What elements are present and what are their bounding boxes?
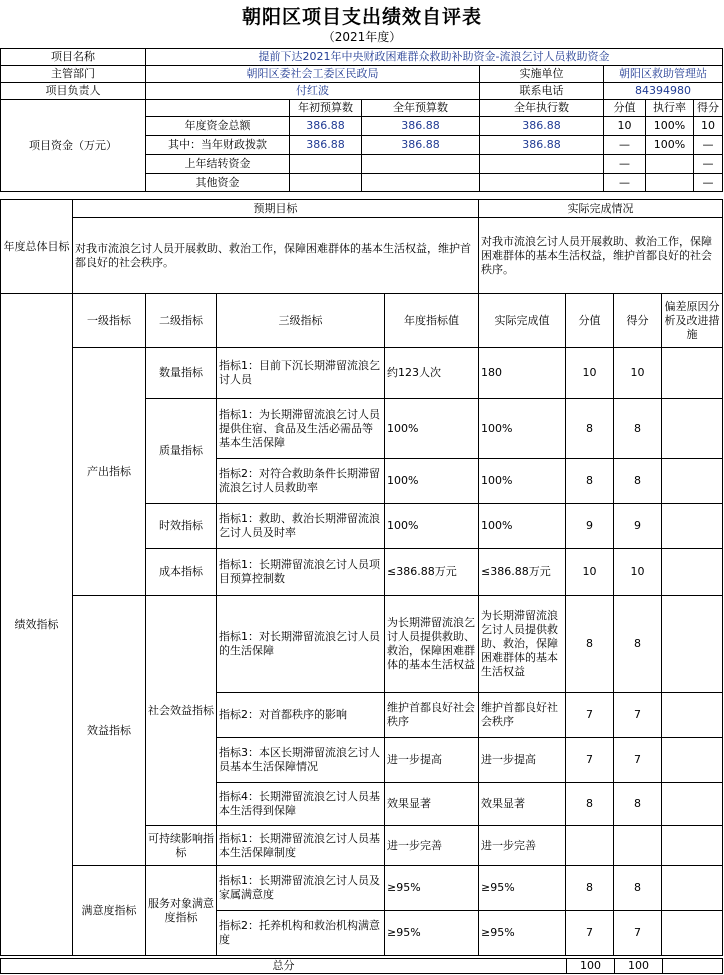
score: 8 (566, 783, 614, 826)
got: 8 (614, 596, 662, 693)
score: 8 (566, 596, 614, 693)
actual-value: 100% (479, 504, 566, 549)
score (566, 826, 614, 866)
score: 7 (566, 911, 614, 956)
indicator: 指标1：目前下沉长期滞留流浪乞讨人员 (217, 348, 385, 399)
phone-value: 84394980 (604, 83, 723, 100)
deviation-cell (662, 504, 723, 549)
target-value: 100% (385, 459, 479, 504)
funds-cell: — (694, 136, 723, 155)
page-title: 朝阳区项目支出绩效自评表 (241, 6, 482, 28)
deviation-cell (662, 783, 723, 826)
got: 7 (614, 693, 662, 738)
got: 10 (614, 549, 662, 596)
deviation-cell (662, 866, 723, 911)
actual-value: 为长期滞留流浪乞讨人员提供救助、救治，保障困难群体的基本生活权益 (479, 596, 566, 693)
actual-value: 100% (479, 399, 566, 459)
funds-cell (480, 174, 604, 192)
l2-sustain: 可持续影响指标 (146, 826, 217, 866)
target-value: ≤386.88万元 (385, 549, 479, 596)
funds-cell: 386.88 (290, 136, 362, 155)
indicator: 指标1：对长期滞留流浪乞讨人员的生活保障 (217, 596, 385, 693)
funds-cell (480, 155, 604, 174)
deviation-cell (662, 911, 723, 956)
target-value: 约123人次 (385, 348, 479, 399)
funds-cell: 10 (604, 117, 646, 136)
annual-goals-table (0, 199, 723, 294)
funds-header: 全年执行数 (480, 100, 604, 117)
project-name-label: 项目名称 (1, 49, 146, 66)
deviation-cell (662, 399, 723, 459)
indicator: 指标2：对符合救助条件长期滞留流浪乞讨人员救助率 (217, 459, 385, 504)
actual-value: 进一步完善 (479, 826, 566, 866)
perf-header: 实际完成值 (479, 294, 566, 348)
actual-value: 维护首都良好社会秩序 (479, 693, 566, 738)
page-subtitle: （2021年度） (322, 30, 402, 44)
unit-value: 朝阳区救助管理站 (604, 66, 723, 83)
got (614, 826, 662, 866)
target-value: 100% (385, 504, 479, 549)
funds-cell: — (694, 174, 723, 192)
deviation-cell (662, 693, 723, 738)
phone-label: 联系电话 (480, 83, 604, 100)
project-name-value: 提前下达2021年中央财政困难群众救助补助资金-流浪乞讨人员救助资金 (146, 49, 723, 66)
funds-cell: 386.88 (480, 136, 604, 155)
target-value: 进一步完善 (385, 826, 479, 866)
perf-header: 得分 (614, 294, 662, 348)
funds-row-name: 其他资金 (146, 174, 290, 192)
actual-label: 实际完成情况 (479, 200, 723, 218)
l2-service: 服务对象满意度指标 (146, 866, 217, 956)
target-value: 为长期滞留流浪乞讨人员提供救助、救治，保障困难群体的基本生活权益 (385, 596, 479, 693)
funds-cell (646, 174, 694, 192)
l1-output: 产出指标 (73, 348, 146, 596)
l2-quality: 质量指标 (146, 399, 217, 504)
deviation-cell (662, 596, 723, 693)
funds-cell (646, 155, 694, 174)
funds-header: 全年预算数 (362, 100, 480, 117)
total-empty (663, 959, 723, 974)
funds-header: 年初预算数 (290, 100, 362, 117)
funds-header: 分值 (604, 100, 646, 117)
funds-cell (290, 155, 362, 174)
l2-quantity: 数量指标 (146, 348, 217, 399)
funds-cell: 386.88 (480, 117, 604, 136)
got: 8 (614, 459, 662, 504)
got: 7 (614, 738, 662, 783)
funds-label: 项目资金（万元） (1, 100, 146, 192)
target-value: 进一步提高 (385, 738, 479, 783)
funds-cell: 100% (646, 136, 694, 155)
funds-row-name: 上年结转资金 (146, 155, 290, 174)
actual-value: ≥95% (479, 866, 566, 911)
score: 10 (566, 348, 614, 399)
owner-label: 项目负责人 (1, 83, 146, 100)
perf-header: 分值 (566, 294, 614, 348)
total-got: 100 (615, 959, 663, 974)
l2-cost: 成本指标 (146, 549, 217, 596)
target-value: 效果显著 (385, 783, 479, 826)
deviation-cell (662, 348, 723, 399)
actual-value: 180 (479, 348, 566, 399)
deviation-cell (662, 459, 723, 504)
indicator: 指标2：托养机构和救治机构满意度 (217, 911, 385, 956)
target-value: ≥95% (385, 866, 479, 911)
indicator: 指标4：长期滞留流浪乞讨人员基本生活得到保障 (217, 783, 385, 826)
actual-text: 对我市流浪乞讨人员开展救助、救治工作，保障困难群体的基本生活权益，维护首都良好的社会秩序。 (479, 218, 723, 294)
funds-row-name: 其中：当年财政拨款 (146, 136, 290, 155)
funds-cell (362, 174, 480, 192)
perf-header: 三级指标 (217, 294, 385, 348)
funds-header: 得分 (694, 100, 723, 117)
funds-cell (362, 155, 480, 174)
funds-cell: 100% (646, 117, 694, 136)
goals-label: 年度总体目标 (1, 200, 73, 294)
dept-value: 朝阳区委社会工委区民政局 (146, 66, 480, 83)
indicator: 指标1：为长期滞留流浪乞讨人员提供住宿、食品及生活必需品等基本生活保障 (217, 399, 385, 459)
performance-table (0, 293, 723, 956)
funds-row-name: 年度资金总额 (146, 117, 290, 136)
target-value: ≥95% (385, 911, 479, 956)
perf-header: 二级指标 (146, 294, 217, 348)
total-table (0, 958, 723, 974)
deviation-cell (662, 826, 723, 866)
l2-social: 社会效益指标 (146, 596, 217, 826)
funds-cell: — (604, 155, 646, 174)
score: 7 (566, 738, 614, 783)
score: 10 (566, 549, 614, 596)
funds-cell (290, 174, 362, 192)
perf-header: 一级指标 (73, 294, 146, 348)
indicator: 指标1：长期滞留流浪乞讨人员及家属满意度 (217, 866, 385, 911)
score: 8 (566, 459, 614, 504)
funds-cell: 10 (694, 117, 723, 136)
funds-cell: 386.88 (362, 117, 480, 136)
got: 10 (614, 348, 662, 399)
score: 8 (566, 866, 614, 911)
score: 9 (566, 504, 614, 549)
expected-text: 对我市流浪乞讨人员开展救助、救治工作，保障困难群体的基本生活权益，维护首都良好的社会秩序。 (73, 218, 479, 294)
actual-value: ≤386.88万元 (479, 549, 566, 596)
owner-value: 付红波 (146, 83, 480, 100)
indicator: 指标1：长期滞留流浪乞讨人员项目预算控制数 (217, 549, 385, 596)
funds-cell: — (604, 136, 646, 155)
score: 7 (566, 693, 614, 738)
l2-timeliness: 时效指标 (146, 504, 217, 549)
funds-cell: 386.88 (290, 117, 362, 136)
l1-satisfaction: 满意度指标 (73, 866, 146, 956)
actual-value: 效果显著 (479, 783, 566, 826)
expected-label: 预期目标 (73, 200, 479, 218)
funds-cell: — (694, 155, 723, 174)
deviation-cell (662, 549, 723, 596)
project-info-table (0, 48, 723, 192)
got: 7 (614, 911, 662, 956)
got: 8 (614, 783, 662, 826)
total-label: 总分 (1, 959, 567, 974)
funds-cell: — (604, 174, 646, 192)
indicator: 指标2：对首都秩序的影响 (217, 693, 385, 738)
deviation-cell (662, 738, 723, 783)
l1-benefit: 效益指标 (73, 596, 146, 866)
perf-header: 年度指标值 (385, 294, 479, 348)
perf-label: 绩效指标 (1, 294, 73, 956)
indicator: 指标1：救助、救治长期滞留流浪乞讨人员及时率 (217, 504, 385, 549)
actual-value: ≥95% (479, 911, 566, 956)
indicator: 指标1：长期滞留流浪乞讨人员基本生活保障制度 (217, 826, 385, 866)
perf-header: 偏差原因分析及改进措施 (662, 294, 723, 348)
actual-value: 100% (479, 459, 566, 504)
got: 8 (614, 399, 662, 459)
actual-value: 进一步提高 (479, 738, 566, 783)
unit-label: 实施单位 (480, 66, 604, 83)
funds-header: 执行率 (646, 100, 694, 117)
target-value: 100% (385, 399, 479, 459)
funds-cell: 386.88 (362, 136, 480, 155)
dept-label: 主管部门 (1, 66, 146, 83)
indicator: 指标3：本区长期滞留流浪乞讨人员基本生活保障情况 (217, 738, 385, 783)
got: 9 (614, 504, 662, 549)
total-score: 100 (567, 959, 615, 974)
target-value: 维护首都良好社会秩序 (385, 693, 479, 738)
score: 8 (566, 399, 614, 459)
got: 8 (614, 866, 662, 911)
